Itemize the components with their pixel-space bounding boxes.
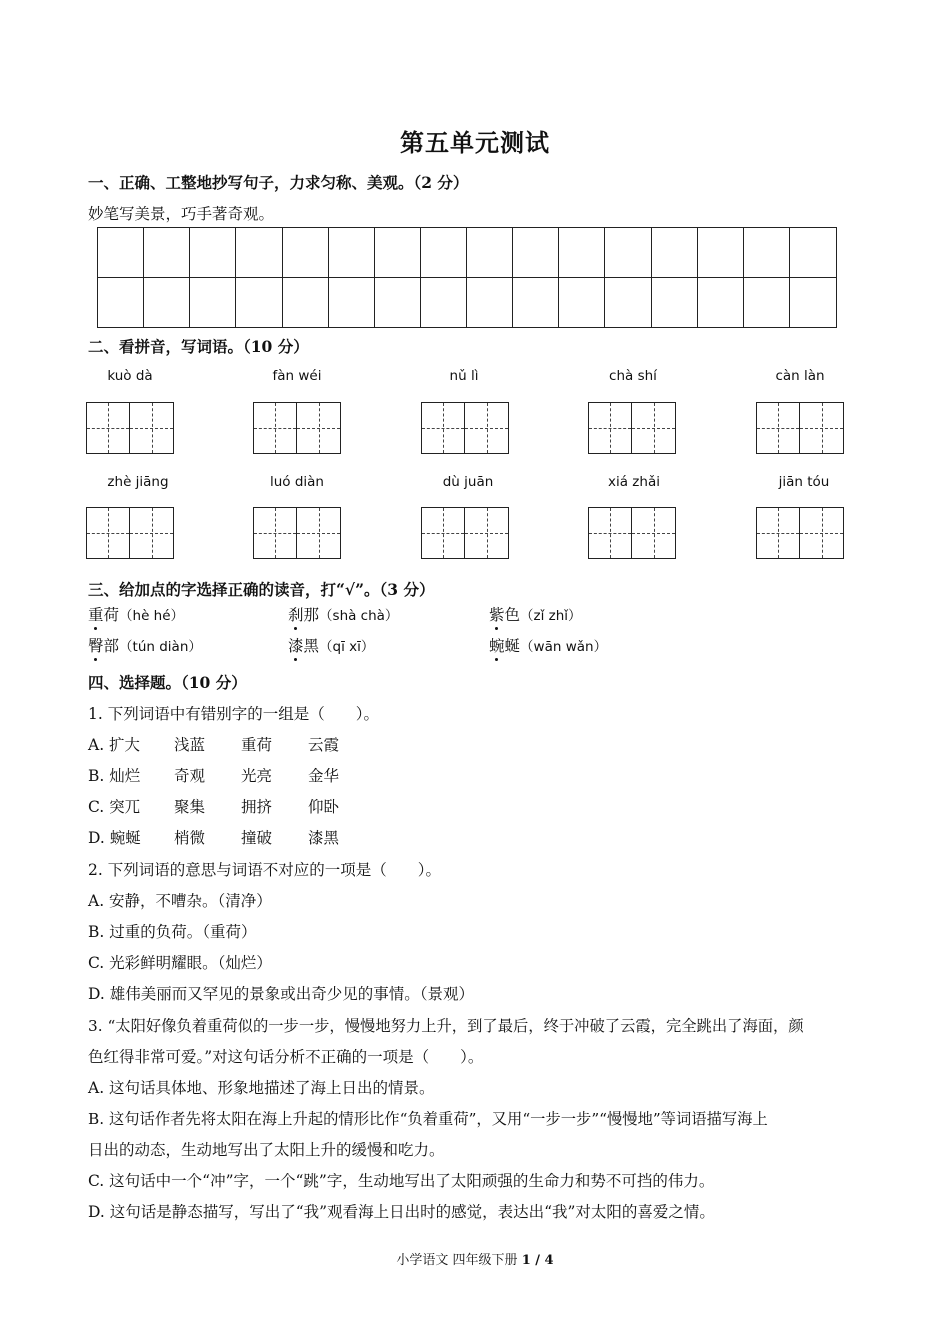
copy-grid-cell[interactable] [421, 228, 467, 278]
pinyin-2: fàn wéi [272, 368, 322, 384]
q2-option-d[interactable]: D. 雄伟美丽而又罕见的景象或出奇少见的事情。（景观） [88, 985, 474, 1003]
copy-grid-cell[interactable] [467, 228, 513, 278]
copy-grid-cell[interactable] [559, 278, 605, 328]
q3-stem-line1: 3. “太阳好像负着重荷似的一步一步，慢慢地努力上升，到了最后，终于冲破了云霞，完全跳出了海面，颜 [88, 1017, 804, 1035]
q2-option-a[interactable]: A. 安静，不嘈杂。（清净） [88, 892, 272, 910]
copy-grid-cell[interactable] [790, 278, 836, 328]
q3-option-a[interactable]: A. 这句话具体地、形象地描述了海上日出的情景。 [88, 1079, 435, 1097]
pinyin-3: nǔ lì [449, 368, 479, 384]
reading-item-3[interactable]: 紫色（zǐ zhǐ） [489, 603, 582, 625]
copy-grid-cell[interactable] [144, 278, 190, 328]
tian-grid-10[interactable] [756, 507, 844, 559]
tian-grid-6[interactable] [86, 507, 174, 559]
dotted-char: 漆 [288, 634, 304, 656]
copy-grid-cell[interactable] [744, 278, 790, 328]
tian-grid-7[interactable] [253, 507, 341, 559]
section-4-heading: 四、选择题。（10 分） [88, 673, 247, 692]
copy-grid-cell[interactable] [652, 278, 698, 328]
copy-grid-cell[interactable] [421, 278, 467, 328]
copy-grid-cell[interactable] [236, 228, 282, 278]
dotted-char: 刹 [288, 603, 304, 625]
copy-grid-cell[interactable] [98, 278, 144, 328]
tian-grid-1[interactable] [86, 402, 174, 454]
dotted-char: 蜿 [489, 634, 505, 656]
dotted-char: 紫 [489, 603, 505, 625]
copy-grid-cell[interactable] [559, 228, 605, 278]
tian-grid-4[interactable] [588, 402, 676, 454]
tian-grid-5[interactable] [756, 402, 844, 454]
copy-grid-cell[interactable] [236, 278, 282, 328]
copy-grid-cell[interactable] [283, 228, 329, 278]
q1-option-c[interactable]: C. 突兀 聚集 拥挤 仰卧 [88, 798, 340, 816]
q1-option-a[interactable]: A. 扩大 浅蓝 重荷 云霞 [88, 736, 340, 754]
section-2-heading: 二、看拼音，写词语。（10 分） [88, 337, 309, 356]
pinyin-4: chà shí [609, 368, 657, 384]
copy-grid-cell[interactable] [329, 228, 375, 278]
dotted-char: 重 [88, 603, 104, 625]
q1-option-b[interactable]: B. 灿烂 奇观 光亮 金华 [88, 767, 340, 785]
copy-grid-cell[interactable] [375, 228, 421, 278]
q3-stem-line2: 色红得非常可爱。”对这句话分析不正确的一项是（ ）。 [88, 1048, 484, 1066]
page-title: 第五单元测试 [400, 128, 550, 157]
copy-grid-cell[interactable] [698, 278, 744, 328]
section-1-heading: 一、正确、工整地抄写句子，力求匀称、美观。（2 分） [88, 173, 469, 192]
reading-item-5[interactable]: 漆黑（qī xī） [288, 634, 374, 656]
tian-grid-9[interactable] [588, 507, 676, 559]
q2-option-c[interactable]: C. 光彩鲜明耀眼。（灿烂） [88, 954, 272, 972]
q3-option-b-line1[interactable]: B. 这句话作者先将太阳在海上升起的情形比作“负着重荷”，又用“一步一步”“慢慢地”等词语描写海上 [88, 1110, 768, 1128]
reading-item-6[interactable]: 蜿蜒（wān wǎn） [489, 634, 607, 656]
reading-item-1[interactable]: 重荷（hè hé） [88, 603, 184, 625]
page-number: 1 / 4 [521, 1253, 554, 1268]
copy-grid-cell[interactable] [605, 278, 651, 328]
copy-grid-cell[interactable] [513, 278, 559, 328]
q3-option-c[interactable]: C. 这句话中一个“冲”字，一个“跳”字，生动地写出了太阳顽强的生命力和势不可挡的伟力。 [88, 1172, 715, 1190]
copy-grid-cell[interactable] [329, 278, 375, 328]
q3-option-d[interactable]: D. 这句话是静态描写，写出了“我”观看海上日出时的感觉，表达出“我”对太阳的喜爱之情。 [88, 1203, 715, 1221]
tian-grid-8[interactable] [421, 507, 509, 559]
q3-option-b-line2: 日出的动态，生动地写出了太阳上升的缓慢和吃力。 [88, 1141, 445, 1159]
q2-option-b[interactable]: B. 过重的负荷。（重荷） [88, 923, 257, 941]
pinyin-8: dù juān [442, 474, 494, 490]
tian-grid-3[interactable] [421, 402, 509, 454]
q2-stem: 2. 下列词语的意思与词语不对应的一项是（ ）。 [88, 861, 441, 879]
copy-grid-cell[interactable] [190, 278, 236, 328]
copy-grid-cell[interactable] [144, 228, 190, 278]
reading-item-4[interactable]: 臀部（tún diàn） [88, 634, 202, 656]
pinyin-9: xiá zhǎi [608, 474, 660, 490]
tian-grid-2[interactable] [253, 402, 341, 454]
reading-item-2[interactable]: 刹那（shà chà） [288, 603, 398, 625]
pinyin-6: zhè jiāng [107, 474, 169, 490]
copy-grid-cell[interactable] [190, 228, 236, 278]
copy-sentence: 妙笔写美景，巧手著奇观。 [88, 205, 275, 223]
pinyin-10: jiān tóu [778, 474, 830, 490]
copy-grid-cell[interactable] [375, 278, 421, 328]
q1-option-d[interactable]: D. 蜿蜒 梢微 撞破 漆黑 [88, 829, 340, 847]
q1-stem: 1. 下列词语中有错别字的一组是（ ）。 [88, 705, 379, 723]
copy-grid-cell[interactable] [652, 228, 698, 278]
section-3-heading: 三、给加点的字选择正确的读音，打“√”。（3 分） [88, 580, 435, 599]
pinyin-1: kuò dà [107, 368, 153, 384]
copy-grid-cell[interactable] [605, 228, 651, 278]
copy-grid-cell[interactable] [467, 278, 513, 328]
copy-grid-cell[interactable] [98, 228, 144, 278]
copy-writing-grid[interactable] [97, 227, 837, 328]
pinyin-5: càn làn [775, 368, 825, 384]
copy-grid-cell[interactable] [698, 228, 744, 278]
copy-grid-cell[interactable] [283, 278, 329, 328]
copy-grid-cell[interactable] [744, 228, 790, 278]
pinyin-7: luó diàn [269, 474, 324, 490]
copy-grid-cell[interactable] [790, 228, 836, 278]
copy-grid-cell[interactable] [513, 228, 559, 278]
dotted-char: 臀 [88, 634, 104, 656]
page-footer: 小学语文 四年级下册 1 / 4 [396, 1253, 554, 1268]
